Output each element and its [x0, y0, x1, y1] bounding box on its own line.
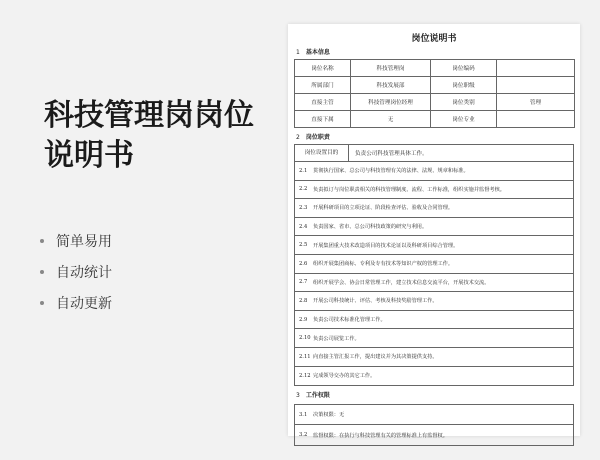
list-item: [295, 199, 573, 218]
item-number: 2.3: [299, 204, 308, 211]
item-text: 负责公司技术标准化管理工作。: [313, 317, 386, 324]
item-number: 2.5: [299, 242, 308, 249]
item-number: 2.8: [299, 297, 308, 304]
item-number: 2.2: [299, 186, 308, 193]
list-item: [295, 255, 573, 274]
list-item: [295, 329, 573, 348]
list-item: [295, 425, 573, 445]
list-item: [295, 405, 573, 425]
item-text: 负责公司展览工作。: [313, 335, 360, 342]
item-number: 2.1: [299, 167, 308, 174]
table-row: 直接下属 无 岗位专业: [295, 111, 575, 128]
purpose-row: 岗位设置目的 负责公司科技管理具体工作。: [295, 145, 573, 162]
bullet-dot-icon: [40, 301, 44, 305]
document-title: 岗位说明书: [411, 34, 457, 44]
item-number: 2.9: [299, 316, 308, 323]
item-text: 向直接主管汇报工作，提出建议并为其决策提供支持。: [313, 354, 438, 361]
list-item: [295, 292, 573, 311]
item-text: 监督权限：在执行与科技管理有关的管理标准上有监督权。: [313, 432, 448, 439]
section-heading-rights: 3 工作权限: [296, 392, 330, 400]
table-row: 所属部门 科技发展部 岗位职级: [295, 77, 575, 94]
rights-table: [294, 404, 574, 446]
item-number: 2.11: [299, 353, 311, 360]
item-number: 2.4: [299, 223, 308, 230]
list-item: [295, 348, 573, 367]
item-number: 2.12: [299, 372, 311, 379]
duty-list: [295, 162, 573, 385]
item-text: 决策权限：无: [313, 412, 345, 419]
document-preview: [288, 24, 580, 439]
item-text: 开展公司科技统计、评估、考核及科技奖励管理工作。: [313, 298, 438, 305]
rights-list: [295, 405, 573, 445]
bullet-dot-icon: [40, 270, 44, 274]
item-number: 3.2: [299, 432, 308, 439]
feature-item: 自动更新: [40, 294, 112, 325]
section-heading-basic-info: 1 基本信息: [296, 49, 330, 56]
feature-item: 自动统计: [40, 263, 112, 294]
item-number: 2.6: [299, 260, 308, 267]
list-item: [295, 367, 573, 386]
bullet-dot-icon: [40, 239, 44, 243]
item-number: 3.1: [299, 411, 308, 418]
item-text: 负责拟订与岗位职责相关的科技管理制度、流程、工作标准，组织实施并监督考核。: [313, 186, 505, 193]
item-text: 贯彻执行国家、总公司与科技管理有关的法律、法规、规章和标准。: [313, 168, 469, 175]
table-row: 直接主管 科技管理岗位经理 岗位类别 管理: [295, 94, 575, 111]
item-text: 组织开展集团商标、专利及专有技术等知识产权的管理工作。: [313, 261, 454, 268]
item-text: 开展科研项目的立项论证、阶段检查评估、验收及合同管理。: [313, 205, 454, 212]
item-text: 完成领导交办的其它工作。: [313, 373, 376, 380]
feature-list: [40, 232, 112, 325]
section-heading-duties: 2 岗位职责: [296, 134, 330, 141]
list-item: [295, 162, 573, 181]
list-item: [295, 274, 573, 293]
feature-item: 简单易用: [40, 232, 112, 263]
table-row: 岗位名称 科技管理岗 岗位编码: [295, 60, 575, 77]
hero-title: 科技管理岗岗位说明书: [44, 98, 254, 173]
item-text: 负责国家、省市、总公司科技政策的研究与利用。: [313, 224, 428, 231]
item-number: 2.7: [299, 279, 308, 286]
basic-info-table: [294, 59, 575, 128]
duties-table: [294, 144, 574, 386]
list-item: [295, 311, 573, 330]
item-text: 组织开展学会、协会日常管理工作，建立技术信息交流平台，开展技术交流。: [313, 279, 490, 286]
list-item: [295, 181, 573, 200]
list-item: [295, 218, 573, 237]
item-number: 2.10: [299, 335, 311, 342]
item-text: 开展集团重大技术改造项目的技术论证以及科研项目综合管理。: [313, 242, 459, 249]
list-item: [295, 236, 573, 255]
